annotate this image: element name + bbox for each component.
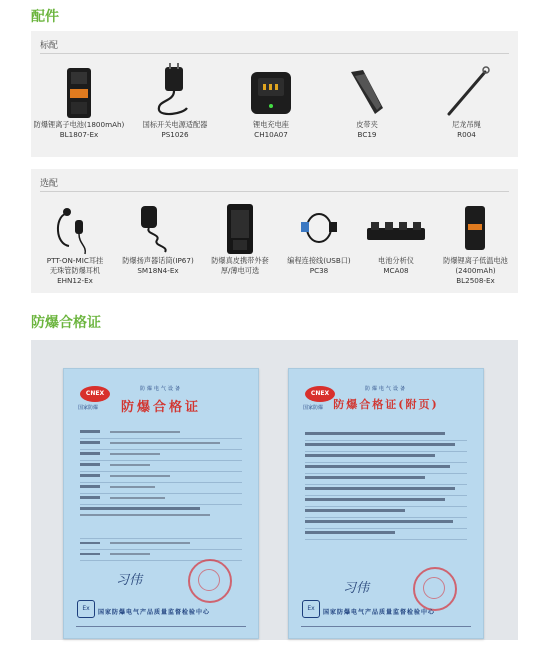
item-model: BC19 (357, 130, 377, 139)
divider (40, 53, 509, 54)
cert-header: 防爆电气设备 (364, 386, 407, 392)
divider (40, 191, 509, 192)
item-name: PTT-ON-MIC耳挂 (46, 256, 104, 265)
cnex-logo: CNEX (80, 386, 110, 402)
speaker-mic-icon (117, 200, 199, 256)
item-model: CH10A07 (254, 130, 288, 139)
standard-label: 标配 (40, 41, 59, 51)
cert-title: 防爆合格证 (120, 400, 201, 415)
item-name: 锂电充电座 (253, 120, 289, 129)
accessory-item (319, 62, 415, 140)
accessory-item (415, 62, 518, 140)
cert-fields (305, 431, 467, 541)
item-name: 防爆真皮携带外套 (211, 256, 269, 265)
footer-org: 国家防爆电气产品质量监督检验中心 (323, 609, 436, 616)
item-name: 皮带夹 (356, 120, 378, 129)
usb-cable-icon (279, 200, 359, 256)
red-seal-icon (413, 567, 457, 611)
item-name: 防爆扬声器话筒(IP67) (122, 256, 194, 265)
accessory-item (31, 62, 127, 140)
leather-case-icon (199, 200, 281, 256)
item-model: SM18N4-Ex (137, 266, 179, 275)
item-name: 编程连接线(USB口) (287, 256, 351, 265)
item-model: PS1026 (161, 130, 189, 139)
accessory-item (199, 200, 281, 276)
certificate-appendix (288, 368, 484, 639)
optional-label: 选配 (40, 179, 59, 189)
item-name: 尼龙吊绳 (452, 120, 481, 129)
accessory-item (433, 200, 518, 286)
red-seal-icon (188, 559, 232, 603)
item-name: 电池分析仪 (378, 256, 414, 265)
earpiece-icon (31, 200, 119, 256)
signature-icon: 习伟 (343, 581, 370, 596)
accessory-item (117, 200, 199, 276)
item-name: 防爆锂离子低温电池 (443, 256, 508, 265)
lanyard-icon (415, 62, 518, 120)
item-model: EHN12-Ex (57, 276, 93, 285)
certificate-main (63, 368, 259, 639)
footer-org: 国家防爆电气产品质量监督检验中心 (98, 609, 211, 616)
org-short: 国家防爆 (303, 405, 324, 411)
cnex-logo: CNEX (305, 386, 335, 402)
signature-icon: 习伟 (116, 573, 143, 588)
item-name: 国标开关电源适配器 (142, 120, 208, 129)
certificates-title: 防爆合格证 (31, 315, 101, 331)
accessory-item (359, 200, 433, 276)
multi-charger-icon (359, 200, 433, 256)
belt-clip-icon (319, 62, 415, 120)
cert-fields (80, 429, 242, 563)
item-model: PC38 (309, 266, 329, 275)
item-name-line2: 无珠管防爆耳机 (49, 266, 101, 275)
item-name: 防爆锂离子电池(1800mAh) (33, 120, 125, 129)
certificate-area (31, 340, 518, 640)
ex-logo-icon: Ex (302, 600, 320, 618)
standard-panel (31, 31, 518, 157)
accessory-item (127, 62, 223, 140)
cert-title: 防爆合格证(附页) (333, 398, 439, 411)
item-model: R004 (457, 130, 476, 139)
item-name-line2: 厚/薄电可选 (220, 266, 260, 275)
cert-header: 防爆电气设备 (139, 386, 182, 392)
accessory-item (223, 62, 319, 140)
accessory-item (279, 200, 359, 276)
accessory-item (31, 200, 119, 286)
org-short: 国家防爆 (78, 405, 99, 411)
item-name-line2: (2400mAh) (455, 266, 496, 275)
charger-base-icon (223, 62, 319, 120)
battery-icon (433, 200, 518, 256)
item-model: MCA08 (383, 266, 409, 275)
item-model: BL2508-Ex (456, 276, 495, 285)
battery-icon (31, 62, 127, 120)
item-model: BL1807-Ex (59, 130, 99, 139)
accessories-title: 配件 (31, 9, 59, 25)
ex-logo-icon: Ex (77, 600, 95, 618)
power-adapter-icon (127, 62, 223, 120)
optional-panel (31, 169, 518, 293)
